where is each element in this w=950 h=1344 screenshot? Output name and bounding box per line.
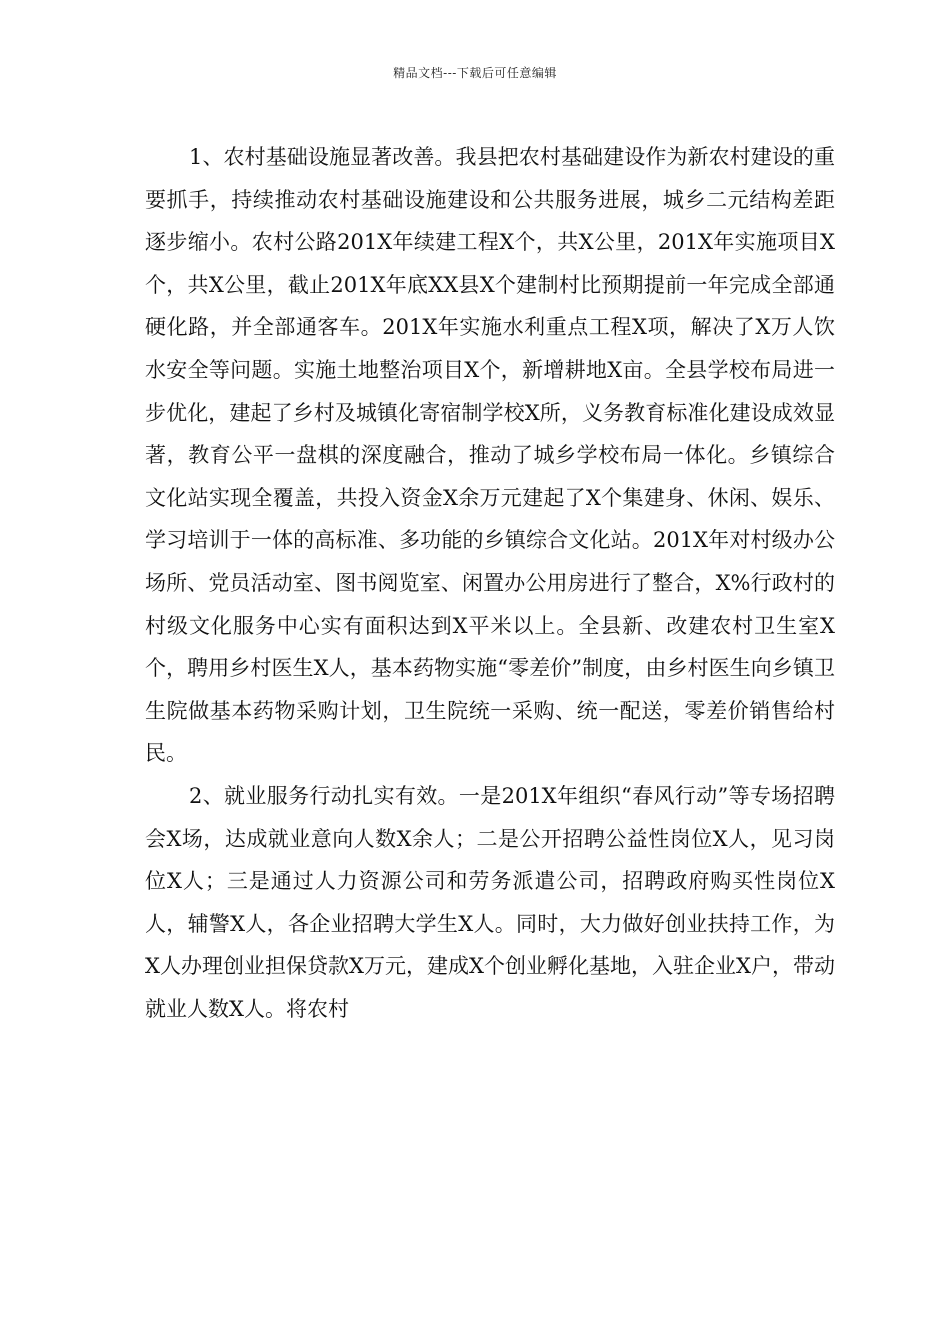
page-header: 精品文档---下载后可任意编辑	[393, 66, 557, 80]
paragraph-infrastructure: 1、农村基础设施显著改善。我县把农村基础建设作为新农村建设的重要抓手，持续推动农村基础设施建设和公共服务进展，城乡二元结构差距逐步缩小。农村公路201X年续建工程X个，共X公里，201X年实施项目X个，共X公里，截止201X年底XX县X个建制村比预期提前一年完成全部通硬化路，并全部通客车。201X年实施水利重点工程X项，解决了X万人饮水安全等问题。实施土地整治项目X个，新增耕地X亩。全县学校布局进一步优化，建起了乡村及城镇化寄宿制学校X所，义务教育标准化建设成效显著，教育公平一盘棋的深度融合，推动了城乡学校布局一体化。乡镇综合文化站实现全覆盖，共投入资金X余万元建起了X个集建身、休闲、娱乐、学习培训于一体的高标准、多功能的乡镇综合文化站。201X年对村级办公场所、党员活动室、图书阅览室、闲置办公用房进行了整合，X%行政村的村级文化服务中心实有面积达到X平米以上。全县新、改建农村卫生室X个，聘用乡村医生X人，基本药物实施“零差价”制度，由乡村医生向乡镇卫生院做基本药物采购计划，卫生院统一采购、统一配送，零差价销售给村民。	[145, 145, 835, 766]
document-body	[145, 136, 835, 1030]
paragraph-employment: 2、就业服务行动扎实有效。一是201X年组织“春风行动”等专场招聘会X场，达成就业意向人数X余人；二是公开招聘公益性岗位X人，见习岗位X人；三是通过人力资源公司和劳务派遣公司，招聘政府购买性岗位X人，辅警X人，各企业招聘大学生X人。同时，大力做好创业扶持工作，为X人办理创业担保贷款X万元，建成X个创业孵化基地，入驻企业X户，带动就业人数X人。将农村	[145, 783, 835, 1021]
